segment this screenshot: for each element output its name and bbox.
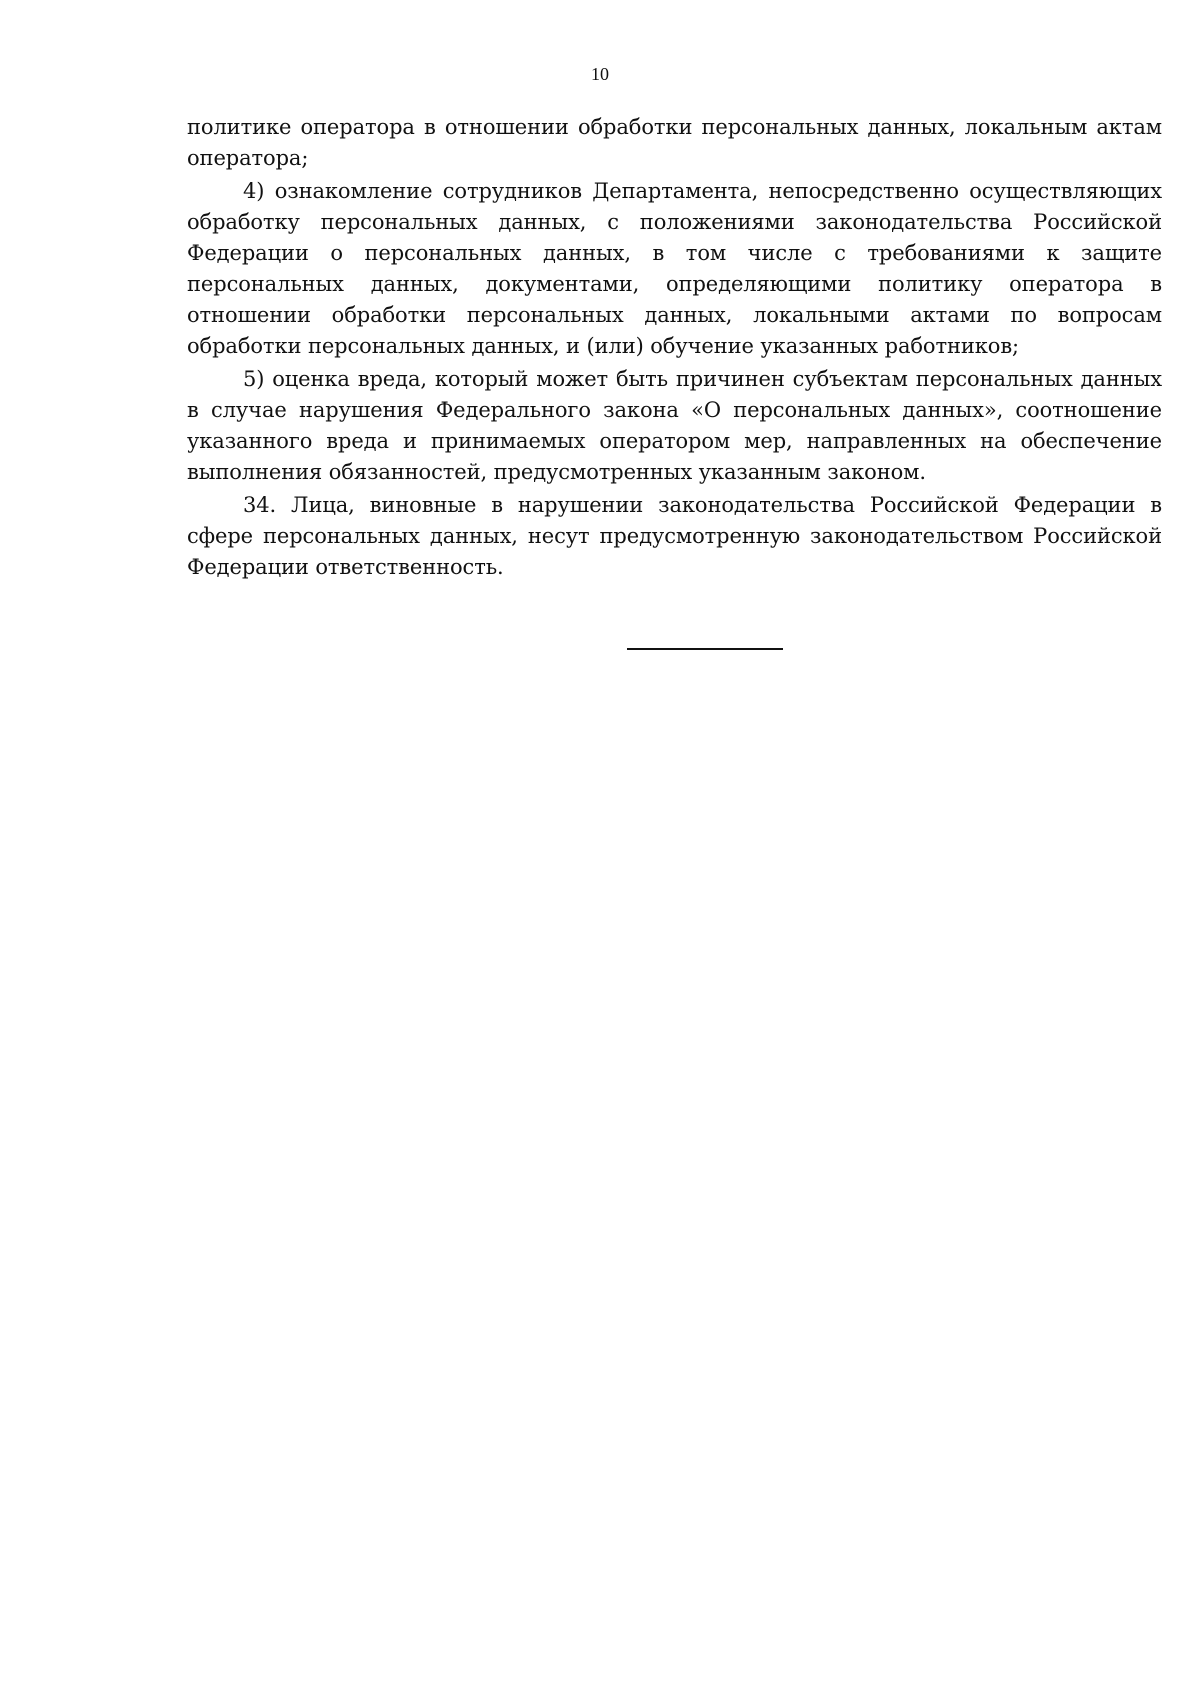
paragraph-item-5: 5) оценка вреда, который может быть причинен субъектам персональных данных в случае нарушения Федерального закона «О персональных данных», соотношение указанного вреда и принимаемых оператором мер, направленных на обеспечение выполнения обязанностей, предусмотренных указанным законом.	[187, 367, 1162, 484]
paragraph-clause-34: 34. Лица, виновные в нарушении законодательства Российской Федерации в сфере персональных данных, несут предусмотренную законодательством Российской Федерации ответственность.	[187, 493, 1162, 579]
document-body	[187, 112, 1162, 585]
paragraph-continuation: политике оператора в отношении обработки персональных данных, локальным актам оператора;	[187, 115, 1162, 170]
end-of-document-rule	[627, 648, 783, 650]
page-number: 10	[591, 64, 609, 84]
paragraph-item-4: 4) ознакомление сотрудников Департамента, непосредственно осуществляющих обработку персональных данных, с положениями законодательства Российской Федерации о персональных данных, в том числе с требованиями к защите персональных данных, документами, определяющими политику оператора в отношении обработки персональных данных, локальными актами по вопросам обработки персональных данных, и (или) обучение указанных работников;	[187, 179, 1162, 358]
